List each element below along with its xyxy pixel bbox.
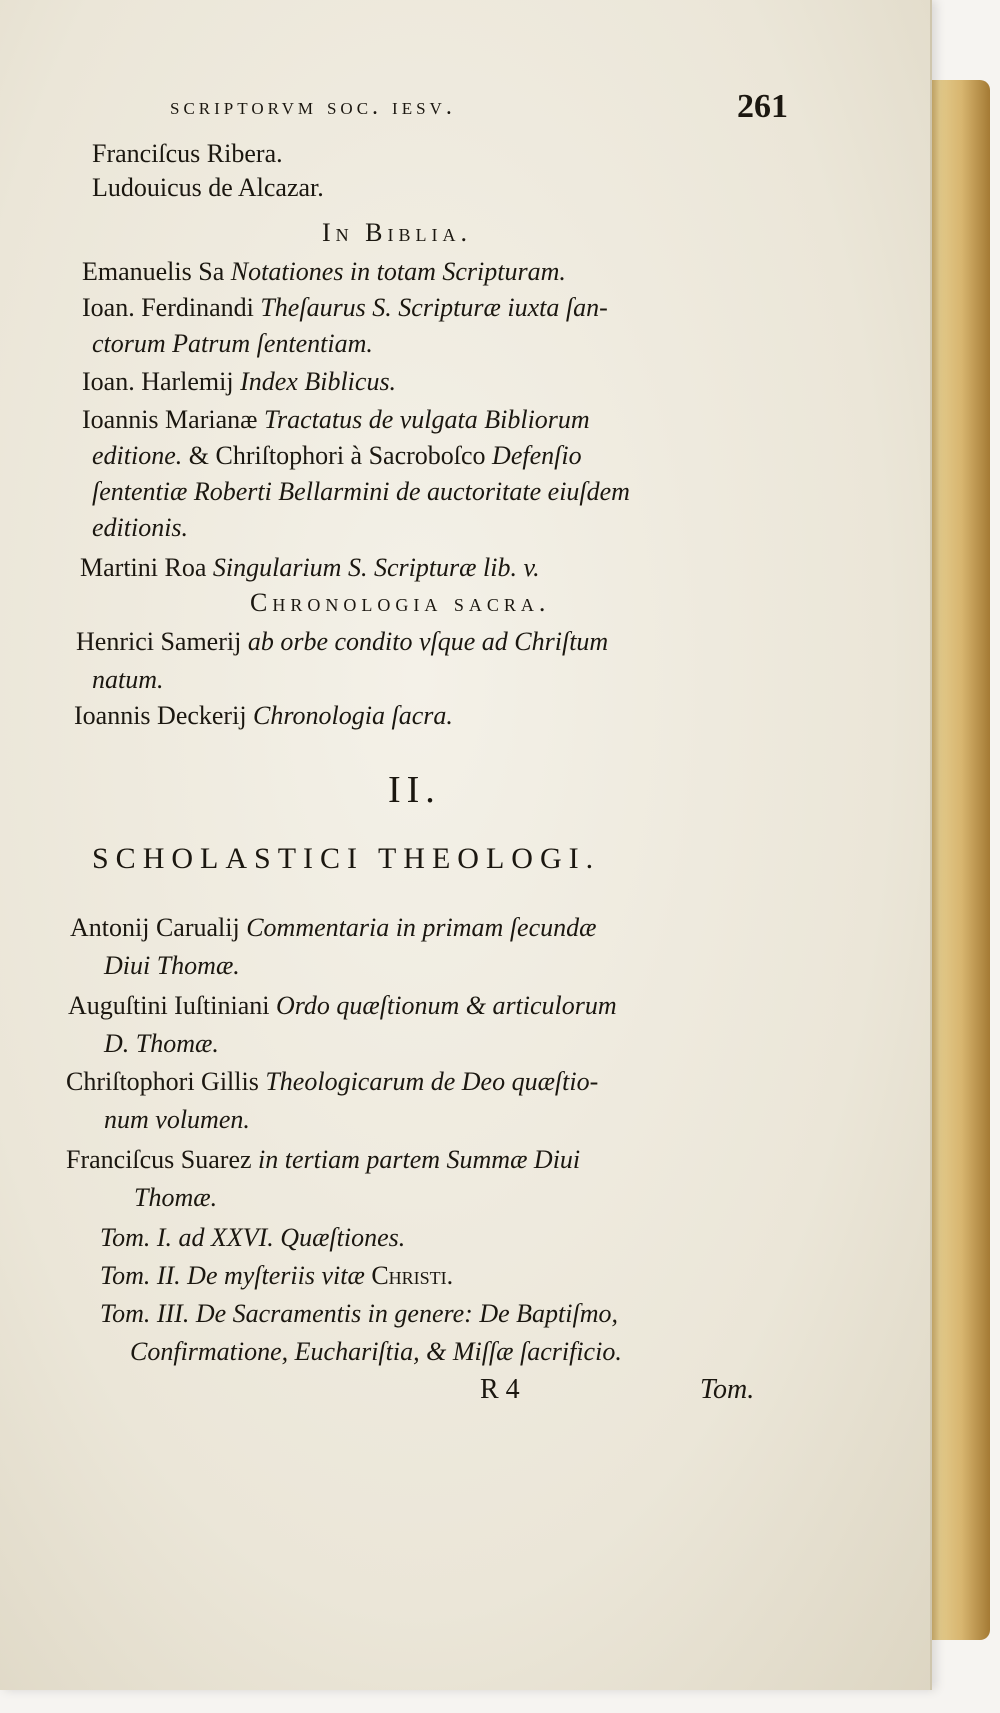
entry-line: Thomæ. <box>134 1183 218 1212</box>
entry-line: Franciſcus Suarez in tertiam partem Summæ Diui <box>66 1145 581 1174</box>
entry-line: Ioan. Ferdinandi Theſaurus S. Scripturæ iuxta ſan- <box>82 293 608 322</box>
entry-line: Antonij Carualij Commentaria in primam ſecundæ <box>70 913 597 942</box>
entry-line: Diui Thomæ. <box>104 951 240 980</box>
entry-line: Martini Roa Singularium S. Scripturæ lib. v. <box>80 553 540 582</box>
entry-line: editionis. <box>92 513 189 542</box>
entry-line: Tom. II. De myſteriis vitæ Christi. <box>100 1261 454 1290</box>
entry-line: natum. <box>92 665 164 694</box>
section-number: II. <box>388 769 441 811</box>
entry-line: Confirmatione, Euchariſtia, & Miſſæ ſacrificio. <box>130 1337 622 1366</box>
entry-line: Henrici Samerij ab orbe condito vſque ad Chriſtum <box>76 627 609 656</box>
entry-line: Ludouicus de Alcazar. <box>92 173 324 202</box>
entry-line: Franciſcus Ribera. <box>92 139 283 168</box>
running-title: scriptorvm soc. iesv. <box>170 94 456 120</box>
entry-line: Auguſtini Iuſtiniani Ordo quæſtionum & articulorum <box>68 991 617 1020</box>
subheading-in-biblia: In Biblia. <box>322 218 472 247</box>
entry-line: editione. & Chriſtophori à Sacroboſco Defenſio <box>92 441 582 470</box>
entry-line: Ioannis Deckerij Chronologia ſacra. <box>74 701 453 730</box>
entry-line: Emanuelis Sa Notationes in totam Scripturam. <box>82 257 566 286</box>
subheading-chronologia: Chronologia sacra. <box>250 588 551 617</box>
entry-line: ſententiæ Roberti Bellarmini de auctoritate eiuſdem <box>92 477 630 506</box>
entry-line: ctorum Patrum ſententiam. <box>92 329 373 358</box>
entry-line: Tom. III. De Sacramentis in genere: De Baptiſmo, <box>100 1299 618 1328</box>
section-title: SCHOLASTICI THEOLOGI. <box>92 842 601 875</box>
signature-mark: R 4 <box>480 1374 520 1405</box>
entry-line: num volumen. <box>104 1105 250 1134</box>
entry-line: Ioan. Harlemij Index Biblicus. <box>82 367 397 396</box>
running-head <box>170 88 788 128</box>
page-number: 261 <box>737 88 788 125</box>
entry-line: D. Thomæ. <box>104 1029 219 1058</box>
catchword: Tom. <box>700 1374 755 1405</box>
entry-line: Tom. I. ad XXVI. Quæſtiones. <box>100 1223 406 1252</box>
entry-line: Chriſtophori Gillis Theologicarum de Deo quæſtio- <box>66 1067 599 1096</box>
entry-line: Ioannis Marianæ Tractatus de vulgata Bibliorum <box>82 405 590 434</box>
